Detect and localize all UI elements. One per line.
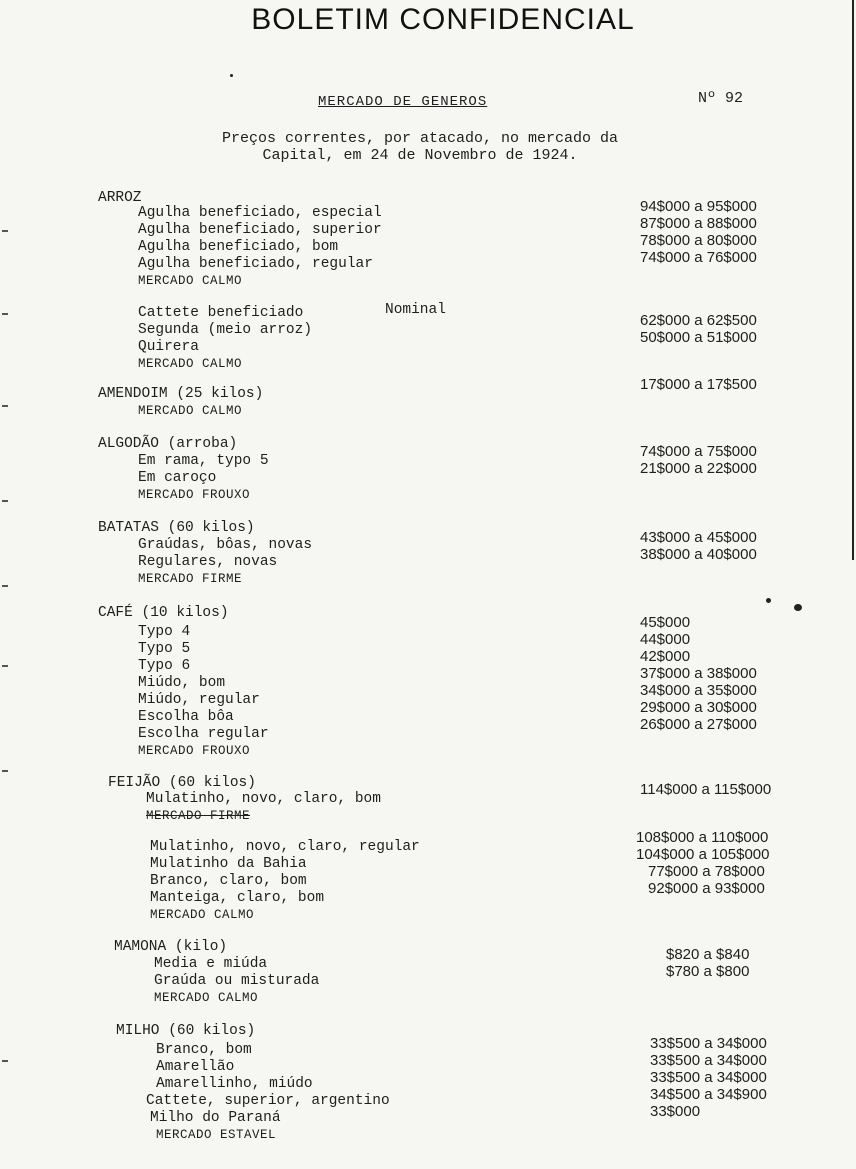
price-em-rama: 74$000 a 75$000 bbox=[640, 443, 757, 460]
price-agulha-bom: 78$000 a 80$000 bbox=[640, 232, 757, 249]
market-status: MERCADO FIRME bbox=[146, 809, 251, 823]
item-mulatinho-bom: Mulatinho, novo, claro, bom bbox=[146, 791, 381, 807]
price-regulares: 38$000 a 40$000 bbox=[640, 546, 757, 563]
bulletin-number: Nº 92 bbox=[698, 90, 744, 107]
price-typo-4: 45$000 bbox=[640, 614, 691, 631]
item-escolha-regular: Escolha regular bbox=[138, 726, 269, 742]
section-title: MERCADO DE GENEROS bbox=[318, 94, 488, 110]
bulletin-title bbox=[0, 0, 856, 40]
price-typo-5: 44$000 bbox=[640, 631, 691, 648]
item-agulha-bom: Agulha beneficiado, bom bbox=[138, 239, 339, 255]
item-typo-5: Typo 5 bbox=[138, 641, 191, 657]
margin-mark bbox=[2, 313, 8, 315]
item-milho-parana: Milho do Paraná bbox=[150, 1110, 281, 1126]
ink-speck bbox=[766, 598, 771, 603]
ink-speck bbox=[794, 604, 802, 611]
item-mulatinho-regular: Mulatinho, novo, claro, regular bbox=[150, 839, 420, 855]
category-algodao: ALGODÃO (arroba) bbox=[98, 436, 238, 452]
margin-mark bbox=[2, 405, 8, 407]
price-escolha-regular: 26$000 a 27$000 bbox=[640, 716, 757, 733]
category-arroz: ARROZ bbox=[98, 190, 142, 206]
price-escolha-boa: 29$000 a 30$000 bbox=[640, 699, 757, 716]
item-segunda: Segunda (meio arroz) bbox=[138, 322, 313, 338]
note-nominal: Nominal bbox=[385, 302, 446, 318]
item-graudas: Graúdas, bôas, novas bbox=[138, 537, 313, 553]
item-media-miuda: Media e miúda bbox=[154, 956, 268, 972]
price-amendoim: 17$000 a 17$500 bbox=[640, 376, 757, 393]
item-branco-bom: Branco, bom bbox=[156, 1042, 252, 1058]
margin-mark bbox=[2, 585, 8, 587]
category-amendoim: AMENDOIM (25 kilos) bbox=[98, 386, 264, 402]
bulletin-title-text: BOLETIM CONFIDENCIAL bbox=[251, 3, 635, 36]
market-status: MERCADO CALMO bbox=[154, 991, 259, 1005]
market-status: MERCADO CALMO bbox=[150, 908, 255, 922]
price-amarellao: 33$500 a 34$000 bbox=[650, 1052, 767, 1069]
price-agulha-superior: 87$000 a 88$000 bbox=[640, 215, 757, 232]
category-batatas: BATATAS (60 kilos) bbox=[98, 520, 255, 536]
item-agulha-especial: Agulha beneficiado, especial bbox=[138, 205, 382, 221]
item-quirera: Quirera bbox=[138, 339, 199, 355]
item-miudo-bom: Miúdo, bom bbox=[138, 675, 226, 691]
margin-mark bbox=[2, 500, 8, 502]
price-graudas: 43$000 a 45$000 bbox=[640, 529, 757, 546]
margin-mark bbox=[2, 1060, 8, 1062]
market-status: MERCADO CALMO bbox=[138, 357, 243, 371]
price-branco-claro: 77$000 a 78$000 bbox=[648, 863, 765, 880]
price-agulha-especial: 94$000 a 95$000 bbox=[640, 198, 757, 215]
price-miudo-bom: 37$000 a 38$000 bbox=[640, 665, 757, 682]
market-status: MERCADO CALMO bbox=[138, 404, 243, 418]
price-quirera: 50$000 a 51$000 bbox=[640, 329, 757, 346]
price-mulatinho-bahia: 104$000 a 105$000 bbox=[636, 846, 770, 863]
market-status: MERCADO FROUXO bbox=[138, 744, 251, 758]
item-typo-4: Typo 4 bbox=[138, 624, 191, 640]
price-mulatinho-regular: 108$000 a 110$000 bbox=[636, 829, 769, 846]
item-cattete: Cattete beneficiado bbox=[138, 305, 304, 321]
item-agulha-regular: Agulha beneficiado, regular bbox=[138, 256, 373, 272]
market-status: MERCADO FROUXO bbox=[138, 488, 251, 502]
item-mulatinho-bahia: Mulatinho da Bahia bbox=[150, 856, 307, 872]
item-miudo-regular: Miúdo, regular bbox=[138, 692, 260, 708]
item-escolha-boa: Escolha bôa bbox=[138, 709, 234, 725]
price-grauda-misturada: $780 a $800 bbox=[666, 963, 750, 980]
item-amarellinho: Amarellinho, miúdo bbox=[156, 1076, 313, 1092]
price-segunda: 62$000 a 62$500 bbox=[640, 312, 757, 329]
item-branco-claro: Branco, claro, bom bbox=[150, 873, 307, 889]
item-typo-6: Typo 6 bbox=[138, 658, 191, 674]
item-amarellao: Amarellão bbox=[156, 1059, 235, 1075]
category-milho: MILHO (60 kilos) bbox=[116, 1023, 256, 1039]
margin-mark bbox=[2, 230, 8, 232]
ink-speck bbox=[230, 74, 233, 77]
margin-mark bbox=[2, 665, 8, 667]
market-status: MERCADO FIRME bbox=[138, 572, 243, 586]
price-manteiga: 92$000 a 93$000 bbox=[648, 880, 765, 897]
item-grauda-misturada: Graúda ou misturada bbox=[154, 973, 320, 989]
intro-text: Preços correntes, por atacado, no mercado da Capital, em 24 de Novembro de 1924. bbox=[221, 130, 619, 164]
price-amarellinho: 33$500 a 34$000 bbox=[650, 1069, 767, 1086]
category-feijao: FEIJÃO (60 kilos) bbox=[108, 775, 256, 791]
item-regulares: Regulares, novas bbox=[138, 554, 278, 570]
price-typo-6: 42$000 bbox=[640, 648, 691, 665]
price-mulatinho-bom: 114$000 a 115$000 bbox=[640, 781, 772, 798]
item-em-rama: Em rama, typo 5 bbox=[138, 453, 269, 469]
item-manteiga: Manteiga, claro, bom bbox=[150, 890, 325, 906]
item-em-caroco: Em caroço bbox=[138, 470, 217, 486]
margin-mark bbox=[2, 770, 8, 772]
price-milho-parana: 33$000 bbox=[650, 1103, 701, 1120]
item-agulha-superior: Agulha beneficiado, superior bbox=[138, 222, 382, 238]
price-em-caroco: 21$000 a 22$000 bbox=[640, 460, 757, 477]
item-cattete-argentino: Cattete, superior, argentino bbox=[146, 1093, 390, 1109]
market-status: MERCADO ESTAVEL bbox=[156, 1128, 277, 1142]
price-miudo-regular: 34$000 a 35$000 bbox=[640, 682, 757, 699]
price-cattete-argentino: 34$500 a 34$900 bbox=[650, 1086, 767, 1103]
price-media-miuda: $820 a $840 bbox=[666, 946, 750, 963]
market-status: MERCADO CALMO bbox=[138, 274, 243, 288]
price-agulha-regular: 74$000 a 76$000 bbox=[640, 249, 757, 266]
category-mamona: MAMONA (kilo) bbox=[114, 939, 228, 955]
price-branco-bom: 33$500 a 34$000 bbox=[650, 1035, 767, 1052]
category-cafe: CAFÉ (10 kilos) bbox=[98, 605, 229, 621]
scan-edge-line bbox=[852, 0, 854, 560]
